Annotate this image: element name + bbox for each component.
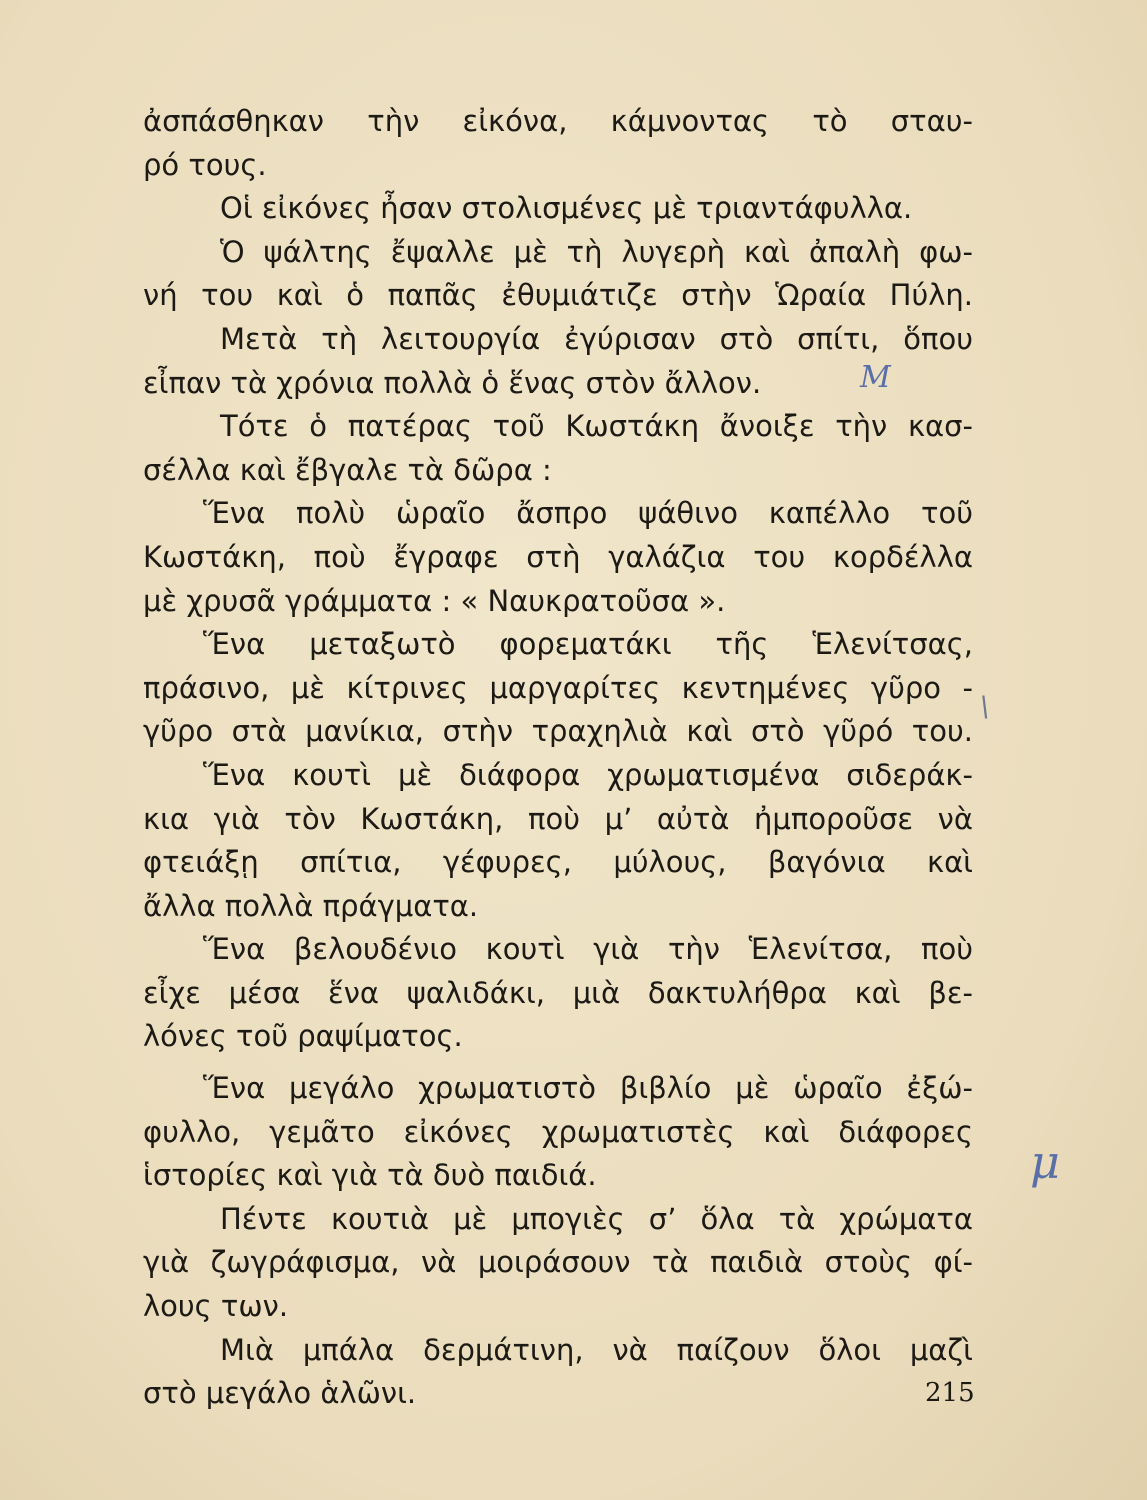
text-line: γιὰ ζωγράφισμα, νὰ μοιράσουν τὰ παιδιὰ στοὺς φί- <box>143 1245 973 1280</box>
text-line: νή του καὶ ὁ παπᾶς ἐθυμιάτιζε στὴν Ὡραία Πύλη. <box>143 278 973 313</box>
text-line: γῦρο στὰ μανίκια, στὴν τραχηλιὰ καὶ στὸ γῦρό του. <box>143 714 973 749</box>
text-line: εἶπαν τὰ χρόνια πολλὰ ὁ ἕνας στὸν ἄλλον. <box>143 365 762 400</box>
text-line: Μετὰ τὴ λειτουργία ἐγύρισαν στὸ σπίτι, ὅπου <box>220 321 973 356</box>
text-line: σέλλα καὶ ἔβγαλε τὰ δῶρα : <box>143 452 552 487</box>
text-line: φυλλο, γεμᾶτο εἰκόνες χρωματιστὲς καὶ διάφορες <box>143 1114 973 1149</box>
text-line: Μιὰ μπάλα δερμάτινη, νὰ παίζουν ὅλοι μαζὶ <box>220 1332 973 1367</box>
text-line: εἶχε μέσα ἕνα ψαλιδάκι, μιὰ δακτυλήθρα καὶ βε- <box>143 975 973 1010</box>
text-line: ρό τους. <box>143 147 267 182</box>
margin-mark: \ <box>980 690 990 723</box>
text-line: Κωστάκη, ποὺ ἔγραφε στὴ γαλάζια του κορδέλλα <box>143 539 973 574</box>
body-text <box>143 100 973 1416</box>
margin-mark: M <box>860 360 891 395</box>
text-line: στὸ μεγάλο ἁλῶνι. <box>143 1376 417 1411</box>
text-line: ἱστορίες καὶ γιὰ τὰ δυὸ παιδιά. <box>143 1158 597 1193</box>
text-line: Πέντε κουτιὰ μὲ μπογιὲς σ’ ὅλα τὰ χρώματα <box>220 1201 973 1236</box>
text-line: φτειάξῃ σπίτια, γέφυρες, μύλους, βαγόνια καὶ <box>143 845 973 880</box>
text-line: Ἕνα μεγάλο χρωματιστὸ βιβλίο μὲ ὡραῖο ἐξώ- <box>203 1071 973 1106</box>
text-line: πράσινο, μὲ κίτρινες μαργαρίτες κεντημένες γῦρο - <box>143 670 973 705</box>
text-line: μὲ χρυσᾶ γράμματα : « Ναυκρατοῦσα ». <box>143 583 726 618</box>
text-line: ἄλλα πολλὰ πράγματα. <box>143 888 479 923</box>
text-line: λους των. <box>143 1289 289 1324</box>
text-line: Ὁ ψάλτης ἔψαλλε μὲ τὴ λυγερὴ καὶ ἀπαλὴ φω- <box>220 234 973 269</box>
margin-mark: μ <box>1030 1135 1060 1189</box>
text-line: Ἕνα βελουδένιο κουτὶ γιὰ τὴν Ἑλενίτσα, ποὺ <box>203 932 973 967</box>
text-line: λόνες τοῦ ραψίματος. <box>143 1019 463 1054</box>
text-line: Τότε ὁ πατέρας τοῦ Κωστάκη ἄνοιξε τὴν κασ- <box>220 409 973 444</box>
page-number: 215 <box>925 1378 975 1408</box>
text-line: ἀσπάσθηκαν τὴν εἰκόνα, κάμνοντας τὸ σταυ- <box>143 104 973 138</box>
text-line: κια γιὰ τὸν Κωστάκη, ποὺ μ’ αὐτὰ ἠμποροῦσε νὰ <box>143 801 973 836</box>
text-line: Ἕνα κουτὶ μὲ διάφορα χρωματισμένα σιδεράκ- <box>203 757 973 792</box>
text-line: Οἱ εἰκόνες ἦσαν στολισμένες μὲ τριαντάφυλλα. <box>220 191 913 226</box>
text-line: Ἕνα πολὺ ὡραῖο ἄσπρο ψάθινο καπέλλο τοῦ <box>203 496 973 531</box>
text-line: Ἕνα μεταξωτὸ φορεματάκι τῆς Ἑλενίτσας, <box>203 627 973 662</box>
